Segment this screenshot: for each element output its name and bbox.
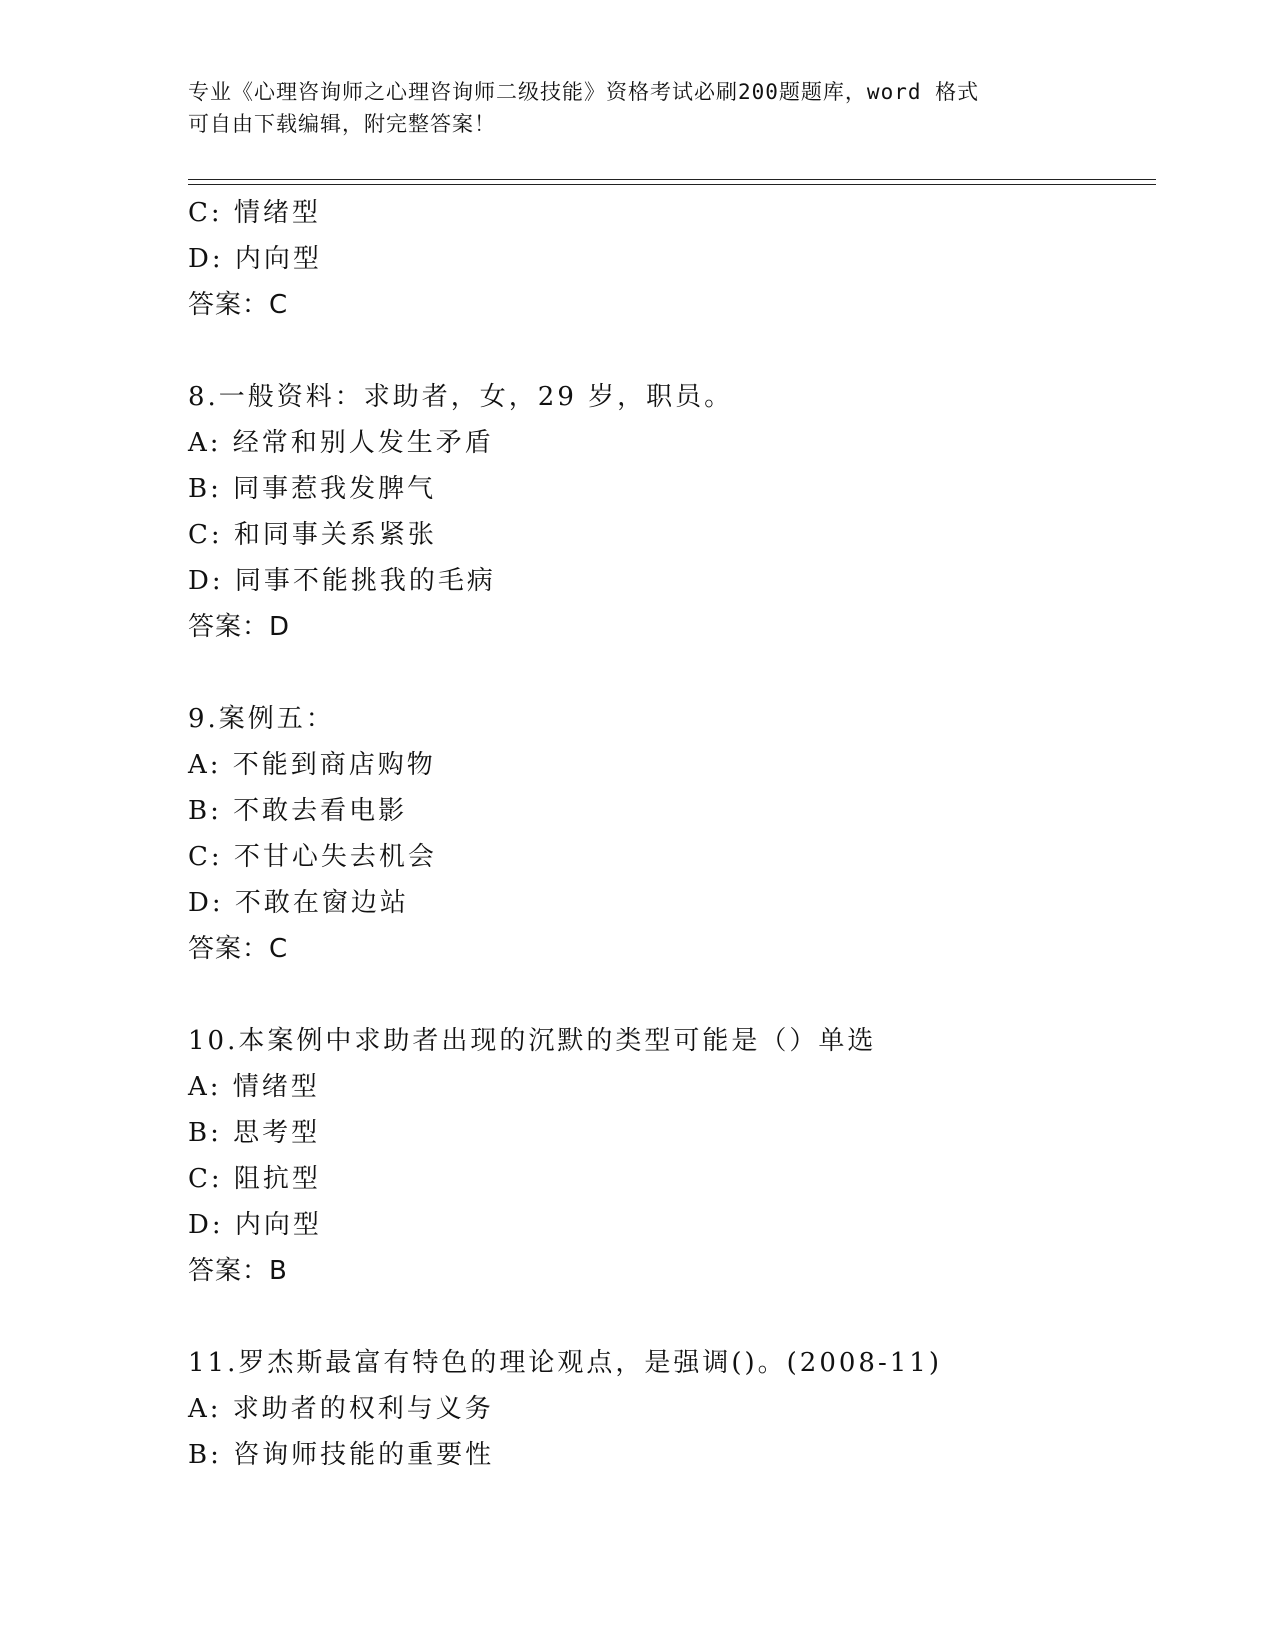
option-b: B: 同事惹我发脾气	[188, 474, 437, 504]
option-a: A: 情绪型	[188, 1072, 320, 1102]
option-a: A: 求助者的权利与义务	[188, 1394, 494, 1424]
option-c: C: 阻抗型	[188, 1164, 321, 1194]
answer-line: 答案：D	[188, 612, 291, 642]
header-rule-top	[188, 179, 1156, 180]
answer-line: 答案：C	[188, 934, 289, 964]
header-line-1: 专业《心理咨询师之心理咨询师二级技能》资格考试必刷200题题库，word 格式	[188, 80, 980, 104]
header-line-2: 可自由下载编辑，附完整答案！	[188, 112, 496, 136]
answer-line: 答案：B	[188, 1256, 288, 1286]
answer-line: 答案：C	[188, 290, 289, 320]
option-c: C: 情绪型	[188, 198, 321, 228]
question-text: 10.本案例中求助者出现的沉默的类型可能是（）单选	[188, 1026, 877, 1056]
option-d: D: 内向型	[188, 1210, 322, 1240]
question-block	[188, 374, 1148, 650]
question-block	[188, 190, 1148, 328]
question-list	[188, 190, 1148, 1478]
option-d: D: 同事不能挑我的毛病	[188, 566, 496, 596]
question-text: 9.案例五：	[188, 704, 335, 734]
option-d: D: 内向型	[188, 244, 322, 274]
option-d: D: 不敢在窗边站	[188, 888, 409, 918]
option-a: A: 经常和别人发生矛盾	[188, 428, 494, 458]
question-block	[188, 696, 1148, 972]
header-rule-bottom	[188, 184, 1156, 185]
option-b: B: 思考型	[188, 1118, 321, 1148]
option-c: C: 和同事关系紧张	[188, 520, 437, 550]
question-block	[188, 1340, 1148, 1478]
option-b: B: 不敢去看电影	[188, 796, 408, 826]
question-text: 8.一般资料：求助者，女，29 岁，职员。	[188, 382, 734, 412]
question-text: 11.罗杰斯最富有特色的理论观点，是强调()。(2008-11)	[188, 1348, 942, 1378]
option-c: C: 不甘心失去机会	[188, 842, 437, 872]
option-a: A: 不能到商店购物	[188, 750, 436, 780]
question-block	[188, 1018, 1148, 1294]
option-b: B: 咨询师技能的重要性	[188, 1440, 495, 1470]
document-header	[188, 76, 1088, 140]
